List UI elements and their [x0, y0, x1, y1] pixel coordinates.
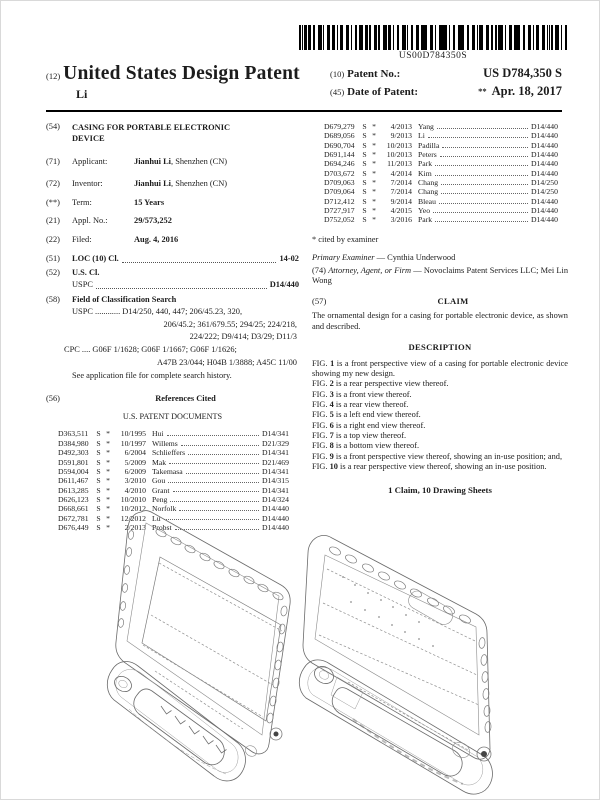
- cited-patent-number: D363,511: [58, 429, 89, 439]
- cited-patent-inventor: Schlieffers: [152, 448, 186, 458]
- cited-patent-class: D14/440: [531, 122, 558, 131]
- cited-by-examiner-mark: *: [372, 187, 376, 197]
- uspc-search-line: 206/45.2; 361/679.55; 294/25; 224/218,: [163, 319, 297, 329]
- cited-patent-date: 10/2010: [120, 494, 146, 504]
- dot-leader: [440, 156, 528, 157]
- cited-patent-kind: S: [96, 494, 101, 504]
- cited-patent-number: D689,056: [324, 131, 355, 141]
- cited-patent-number: D594,004: [58, 466, 89, 476]
- cited-patent-kind: S: [96, 448, 101, 458]
- references-cited-title: References Cited: [155, 394, 216, 404]
- term-value: 15 Years: [134, 197, 165, 207]
- cited-by-examiner-mark: *: [106, 485, 110, 495]
- claim-heading: [312, 296, 568, 306]
- cpc-search-line: A47B 23/044; H04B 1/3888; A45C 11/00: [157, 357, 297, 367]
- document-body: [46, 122, 569, 532]
- term-field: [46, 198, 299, 209]
- cited-patent-class: D21/329: [262, 438, 289, 448]
- cited-patent-inventor: Yeo: [418, 206, 431, 216]
- attorney-line: (74) Attorney, Agent, or Firm — Novoclaims Patent Services LLC; Mei Lin Wong: [312, 265, 569, 286]
- cited-patent-kind: S: [362, 215, 367, 225]
- citation-row: [324, 215, 568, 224]
- cited-patent-kind: S: [96, 457, 101, 467]
- figure-description: FIG. 6 is a right end view thereof.: [312, 420, 426, 430]
- cited-patent-inventor: Willems: [152, 438, 178, 448]
- patent-no-value: US D784,350 S: [483, 66, 562, 80]
- cited-patent-inventor: Kim: [418, 168, 432, 178]
- field-code: (51): [46, 254, 60, 264]
- field-code: (**): [46, 197, 60, 207]
- dot-leader: [435, 221, 528, 222]
- dot-leader: [181, 445, 259, 446]
- filed-label: Filed:: [72, 235, 92, 245]
- field-of-search: [46, 295, 299, 306]
- barcode-number: US00D784350S: [398, 51, 468, 61]
- cited-patent-date: 4/2014: [390, 168, 412, 178]
- cited-patent-inventor: Yang: [418, 122, 434, 131]
- cited-patent-class: D14/250: [531, 187, 558, 197]
- dot-leader: [188, 454, 259, 455]
- header-divider: [46, 110, 562, 112]
- us-patent-documents-subtitle: U.S. PATENT DOCUMENTS: [122, 412, 223, 422]
- dot-leader: [122, 262, 277, 263]
- field-of-search-label: Field of Classification Search: [72, 295, 177, 305]
- cited-by-examiner-mark: *: [372, 215, 376, 225]
- cited-patent-class: D14/440: [262, 513, 289, 523]
- cited-patent-kind: S: [362, 206, 367, 216]
- cited-patent-class: D14/250: [531, 178, 558, 188]
- citation-row: [324, 122, 568, 131]
- cited-by-examiner-mark: *: [106, 504, 110, 514]
- cited-by-examiner-mark: *: [372, 122, 376, 131]
- cited-patent-date: 6/2004: [124, 448, 146, 458]
- cited-patent-inventor: Chang: [418, 178, 439, 188]
- cited-patent-date: 10/1995: [120, 429, 146, 439]
- dot-leader: [186, 473, 259, 474]
- cited-patent-class: D14/440: [531, 159, 558, 169]
- front-perspective-drawing: [63, 499, 303, 799]
- dot-leader: [96, 288, 267, 289]
- application-number-field: [46, 216, 299, 227]
- cited-patent-inventor: Peters: [418, 150, 437, 160]
- cited-by-examiner-mark: *: [372, 196, 376, 206]
- citation-row: [324, 169, 568, 178]
- citation-row: [324, 197, 568, 206]
- field-code-45: (45): [330, 87, 345, 97]
- cited-by-examiner-mark: *: [372, 206, 376, 216]
- cited-patent-class: D14/315: [262, 476, 289, 486]
- cited-patent-number: D709,064: [324, 187, 355, 197]
- date-of-patent-value: ** Apr. 18, 2017: [478, 84, 562, 98]
- cited-patent-date: 3/2010: [124, 476, 146, 486]
- drawing-sheet: [1, 499, 600, 799]
- dot-leader: [442, 147, 528, 148]
- invention-title-field: [46, 122, 299, 145]
- date-of-patent-label: Date of Patent:: [347, 86, 419, 98]
- cited-patent-class: D14/341: [262, 448, 289, 458]
- loc-label: LOC (10) Cl.: [72, 254, 119, 264]
- barcode-image: [299, 25, 567, 50]
- cited-by-examiner-mark: *: [106, 494, 110, 504]
- patent-no-label: Patent No.:: [347, 68, 401, 80]
- cited-patent-number: D694,246: [324, 159, 355, 169]
- cited-patent-date: 3/2016: [390, 215, 412, 225]
- citation-row: [324, 141, 568, 150]
- citation-row: [58, 448, 299, 457]
- figure-description: FIG. 10 is a rear perspective view thereof, showing an in-use position.: [312, 461, 547, 471]
- dot-leader: [435, 175, 528, 176]
- cited-by-examiner-mark: *: [106, 438, 110, 448]
- dot-leader: [439, 203, 528, 204]
- cited-by-examiner-note: * cited by examiner: [312, 234, 379, 244]
- citation-row: [58, 476, 299, 485]
- field-code-10: (10): [330, 69, 345, 79]
- cited-patent-date: 2/2013: [124, 522, 146, 532]
- inventor-label: Inventor:: [72, 178, 103, 188]
- cited-by-examiner-mark: *: [106, 476, 110, 486]
- cited-patent-kind: S: [96, 438, 101, 448]
- invention-title: CASING FOR PORTABLE ELECTRONIC DEVICE: [72, 123, 230, 144]
- field-code-12: (12): [46, 71, 61, 81]
- cited-patent-number: D672,781: [58, 513, 89, 523]
- cited-patent-number: D727,917: [324, 206, 355, 216]
- cited-patent-kind: S: [362, 131, 367, 141]
- cited-by-examiner-mark: *: [372, 168, 376, 178]
- cited-patent-class: D14/440: [531, 206, 558, 216]
- cited-patent-kind: S: [362, 187, 367, 197]
- cited-patent-inventor: Park: [418, 159, 433, 169]
- document-title: United States Design Patent: [63, 63, 300, 84]
- citation-row: [324, 131, 568, 140]
- appl-no-label: Appl. No.:: [72, 216, 108, 226]
- cited-patent-class: D14/440: [531, 150, 558, 160]
- cited-patent-inventor: Probst: [152, 522, 172, 532]
- cited-patent-class: D21/469: [262, 457, 289, 467]
- cited-patent-kind: S: [96, 513, 101, 523]
- cited-patent-inventor: Norfolk: [152, 504, 177, 514]
- cited-patent-number: D626,123: [58, 494, 89, 504]
- appl-no-value: 29/573,252: [134, 216, 172, 226]
- continuation-stars: **: [478, 86, 487, 96]
- filed-value: Aug. 4, 2016: [134, 235, 179, 245]
- uspc-search-line: 224/222; D9/414; D3/29; D11/3: [189, 332, 297, 342]
- uspc-value: D14/440: [269, 280, 299, 290]
- cited-patent-inventor: Gou: [152, 476, 166, 486]
- cited-patent-kind: S: [96, 485, 101, 495]
- cited-patent-number: D668,661: [58, 504, 89, 514]
- field-code: (72): [46, 178, 60, 188]
- classification-lines: [64, 306, 299, 382]
- cited-by-examiner-mark: *: [372, 140, 376, 150]
- cited-patent-date: 7/2014: [390, 178, 412, 188]
- cited-patent-kind: S: [362, 196, 367, 206]
- cited-patent-inventor: Padilla: [418, 140, 440, 150]
- cited-patent-date: 9/2013: [390, 131, 412, 141]
- right-column: [312, 122, 568, 532]
- cited-patent-class: D14/341: [262, 429, 289, 439]
- cited-patent-number: D712,412: [324, 196, 355, 206]
- citation-row: [324, 187, 568, 196]
- citation-row: [324, 150, 568, 159]
- loc-value: 14-02: [279, 254, 299, 264]
- cited-patent-class: D14/440: [531, 196, 558, 206]
- cited-patent-kind: S: [96, 504, 101, 514]
- cited-patent-class: D14/440: [531, 140, 558, 150]
- left-column: [46, 122, 299, 532]
- figure-description: FIG. 8 is a bottom view thereof.: [312, 441, 420, 451]
- applicant-field: [46, 157, 299, 168]
- field-code: (56): [46, 394, 60, 404]
- field-code: (57): [312, 296, 327, 307]
- cited-patent-inventor: Grant: [152, 485, 170, 495]
- citation-row: [58, 439, 299, 448]
- cited-patent-date: 11/2013: [387, 159, 412, 169]
- citation-row: [324, 206, 568, 215]
- dot-leader: [428, 137, 528, 138]
- cited-patent-number: D613,285: [58, 485, 89, 495]
- cited-patent-class: D14/440: [262, 504, 289, 514]
- inventor-field: [46, 179, 299, 190]
- cited-patent-class: D14/440: [531, 215, 558, 225]
- dot-leader: [441, 193, 528, 194]
- inventor-value: Jianhui Li, Shenzhen (CN): [134, 178, 228, 188]
- cited-patent-class: D14/324: [262, 494, 289, 504]
- cited-patent-date: 12/2012: [120, 513, 146, 523]
- cited-by-examiner-mark: *: [372, 178, 376, 188]
- document-header: [46, 63, 562, 102]
- dot-leader: [169, 463, 259, 464]
- cited-patent-inventor: Peng: [152, 494, 168, 504]
- cited-by-examiner-mark: *: [106, 466, 110, 476]
- header-right: [330, 63, 562, 102]
- claim-text: The ornamental design for a casing for portable electronic device, as shown and described.: [312, 311, 568, 331]
- field-code: (54): [46, 122, 60, 131]
- header-left: [46, 63, 300, 102]
- figure-description: FIG. 1 is a front perspective view of a casing for portable electronic device showing my new design.: [312, 358, 568, 378]
- citation-row: [58, 458, 299, 467]
- dot-leader: [168, 482, 259, 483]
- cited-by-examiner-mark: *: [372, 150, 376, 160]
- cited-patent-number: D611,467: [58, 476, 89, 486]
- citation-table-right: [312, 122, 568, 225]
- cited-patent-date: 10/2013: [386, 150, 412, 160]
- cited-patent-inventor: Takemasa: [152, 466, 183, 476]
- citation-row: [58, 486, 299, 495]
- cited-patent-number: D752,052: [324, 215, 355, 225]
- cited-patent-inventor: Chang: [418, 187, 439, 197]
- cited-patent-number: D703,672: [324, 168, 355, 178]
- dot-leader: [167, 435, 259, 436]
- cited-by-examiner-mark: *: [106, 448, 110, 458]
- filed-field: [46, 235, 299, 246]
- dot-leader: [441, 184, 528, 185]
- cited-patent-kind: S: [96, 429, 101, 439]
- description-title: DESCRIPTION: [408, 341, 472, 352]
- cited-patent-kind: S: [362, 178, 367, 188]
- cited-patent-number: D676,449: [58, 522, 89, 532]
- cited-patent-kind: S: [96, 476, 101, 486]
- cited-patent-number: D591,801: [58, 457, 89, 467]
- cited-by-examiner-mark: *: [372, 159, 376, 169]
- figure-descriptions: [312, 359, 568, 473]
- applicant-value: Jianhui Li, Shenzhen (CN): [134, 156, 228, 166]
- uspc-line: [72, 280, 299, 291]
- figure-description: FIG. 3 is a front view thereof.: [312, 389, 412, 399]
- cited-patent-date: 10/1997: [120, 438, 146, 448]
- cited-patent-date: 5/2009: [124, 457, 146, 467]
- cited-patent-inventor: Mak: [152, 457, 167, 467]
- claim-sheet-note: 1 Claim, 10 Drawing Sheets: [388, 485, 492, 496]
- term-label: Term:: [72, 197, 92, 207]
- cited-patent-date: 10/2012: [120, 504, 146, 514]
- uspc-label: USPC: [72, 280, 93, 290]
- cited-patent-kind: S: [362, 122, 367, 131]
- references-cited-heading: [46, 394, 299, 403]
- field-code: (22): [46, 235, 60, 245]
- cited-patent-date: 6/2009: [124, 466, 146, 476]
- dot-leader: [437, 128, 528, 129]
- citation-row: [58, 467, 299, 476]
- citation-row: [324, 178, 568, 187]
- cited-patent-kind: S: [362, 159, 367, 169]
- cited-by-examiner-mark: *: [106, 513, 110, 523]
- field-code: (58): [46, 295, 60, 305]
- dot-leader: [173, 491, 259, 492]
- barcode: [299, 25, 567, 61]
- figure-description: FIG. 4 is a rear view thereof.: [312, 399, 409, 409]
- cited-patent-class: D14/440: [531, 131, 558, 141]
- figure-description: FIG. 5 is a left end view thereof.: [312, 410, 421, 420]
- us-cl-label: U.S. Cl.: [72, 268, 100, 278]
- cited-patent-kind: S: [362, 140, 367, 150]
- cited-patent-number: D690,704: [324, 140, 355, 150]
- citation-row: [324, 159, 568, 168]
- cited-patent-number: D492,303: [58, 448, 89, 458]
- cited-by-examiner-mark: *: [106, 522, 110, 532]
- figure-description: FIG. 2 is a rear perspective view thereof.: [312, 379, 449, 389]
- figure-description: FIG. 7 is a top view thereof.: [312, 430, 407, 440]
- search-history-note: See application file for complete search history.: [72, 370, 232, 380]
- cited-patent-number: D691,144: [324, 150, 355, 160]
- cited-patent-inventor: Hui: [152, 429, 164, 439]
- dot-leader: [435, 165, 528, 166]
- cited-patent-number: D384,980: [58, 438, 89, 448]
- figure-description: FIG. 9 is a front perspective view thereof, showing an in-use position; and,: [312, 451, 563, 461]
- citation-row: [58, 429, 299, 438]
- cited-patent-number: D679,279: [324, 122, 355, 131]
- cited-patent-date: 4/2015: [390, 206, 412, 216]
- cited-patent-date: 7/2014: [390, 187, 412, 197]
- cited-patent-class: D14/341: [262, 466, 289, 476]
- field-code: (71): [46, 156, 60, 166]
- us-class-field: [46, 268, 299, 279]
- cited-patent-class: D14/341: [262, 485, 289, 495]
- cited-patent-inventor: Li: [418, 131, 425, 141]
- field-code: (52): [46, 268, 60, 278]
- loc-class-field: [46, 254, 299, 265]
- primary-examiner-line: Primary Examiner — Cynthia Underwood: [312, 252, 456, 262]
- cited-patent-class: D14/440: [262, 522, 289, 532]
- cited-patent-date: 9/2014: [390, 196, 412, 206]
- cited-by-examiner-mark: *: [106, 457, 110, 467]
- claim-title: CLAIM: [437, 296, 469, 307]
- cited-patent-inventor: Bleau: [418, 196, 436, 206]
- cited-patent-date: 10/2013: [386, 140, 412, 150]
- cited-patent-kind: S: [96, 522, 101, 532]
- rear-perspective-drawing: [293, 507, 553, 799]
- uspc-search-line: USPC ............ D14/250, 440, 447; 206/45.23, 320,: [72, 306, 243, 316]
- cited-patent-kind: S: [96, 466, 101, 476]
- cpc-search-line: CPC .... G06F 1/1628; G06F 1/1667; G06F 1/1626;: [64, 345, 237, 355]
- applicant-label: Applicant:: [72, 156, 108, 166]
- cited-patent-class: D14/440: [531, 168, 558, 178]
- cited-patent-date: 4/2010: [124, 485, 146, 495]
- cited-patent-number: D709,063: [324, 178, 355, 188]
- cited-by-examiner-mark: *: [106, 429, 110, 439]
- dot-leader: [433, 212, 528, 213]
- cited-by-examiner-mark: *: [372, 131, 376, 141]
- cited-patent-kind: S: [362, 150, 367, 160]
- cited-patent-date: 4/2013: [390, 122, 412, 131]
- cited-patent-kind: S: [362, 168, 367, 178]
- inventor-surname: Li: [76, 87, 88, 101]
- field-code: (21): [46, 216, 60, 226]
- cited-patent-inventor: Park: [418, 215, 433, 225]
- cited-patent-inventor: Lu: [152, 513, 161, 523]
